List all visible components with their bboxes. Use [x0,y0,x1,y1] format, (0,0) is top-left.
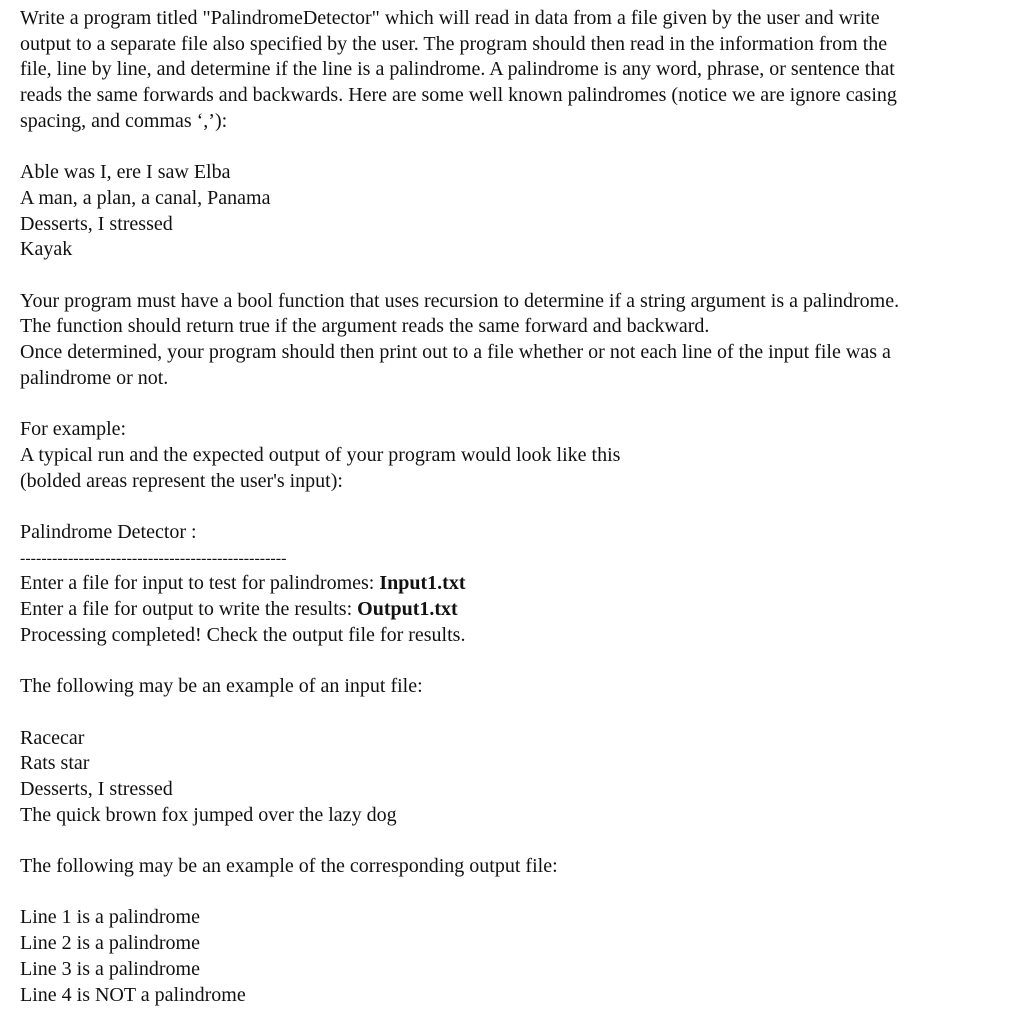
run-intro-line: A typical run and the expected output of your program would look like this [20,443,621,466]
completion-message: Processing completed! Check the output file for results. [20,623,466,646]
assignment-document [20,6,1010,1008]
output-prompt-line [20,597,1010,623]
intro-line: output to a separate file also specified by the user. The program should then read in the information from the [20,32,888,55]
output-file-example [20,905,1010,1008]
palindrome-example: Able was I, ere I saw Elba [20,161,231,184]
input-file-line: The quick brown fox jumped over the lazy dog [20,803,397,826]
input-file-line: Desserts, I stressed [20,778,173,800]
intro-line: Write a program titled "PalindromeDetector" which will read in data from a file given by the user and write [20,7,880,29]
requirements-line: Your program must have a bool function that uses recursion to determine if a string argument is a palindrome. [20,289,900,312]
input-file-example [20,726,1010,829]
output-file-line: Line 3 is a palindrome [20,957,200,980]
input-file-heading: The following may be an example of an input file: [20,675,423,698]
output-file-line: Line 2 is a palindrome [20,932,200,955]
run-intro-paragraph [20,417,1010,494]
requirements-paragraph [20,289,1010,392]
input-file-line: Rats star [20,752,90,775]
intro-line: spacing, and commas ‘,’): [20,109,228,132]
intro-line: file, line by line, and determine if the line is a palindrome. A palindrome is any word, phrase, or sentence that [20,58,895,81]
palindrome-example: Desserts, I stressed [20,212,173,235]
requirements-line: The function should return true if the argument reads the same forward and backward. [20,315,710,338]
input-file-line: Racecar [20,726,85,749]
input-prompt-line [20,571,1010,597]
sample-run [20,520,1010,649]
requirements-line: Once determined, your program should then print out to a file whether or not each line of the input file was a [20,341,891,364]
output-file-line: Line 1 is a palindrome [20,906,200,929]
output-file-line: Line 4 is NOT a palindrome [20,983,246,1006]
palindrome-examples-list [20,160,1010,263]
user-input-filename: Input1.txt [379,572,466,595]
sample-run-title: Palindrome Detector : [20,521,197,543]
intro-paragraph [20,6,1010,135]
user-output-filename: Output1.txt [357,598,458,621]
output-file-heading: The following may be an example of the corresponding output file: [20,855,558,878]
output-prompt: Enter a file for output to write the results: [20,598,358,621]
input-prompt: Enter a file for input to test for palindromes: [20,572,380,595]
palindrome-example: A man, a plan, a canal, Panama [20,186,271,209]
intro-line: reads the same forwards and backwards. Here are some well known palindromes (notice we are ignore casing [20,84,897,107]
run-intro-line: For example: [20,418,127,441]
palindrome-example: Kayak [20,238,73,261]
sample-run-divider: -------------------------------------------------- [20,549,287,567]
run-intro-line: (bolded areas represent the user's input): [20,469,343,492]
requirements-line: palindrome or not. [20,366,169,389]
